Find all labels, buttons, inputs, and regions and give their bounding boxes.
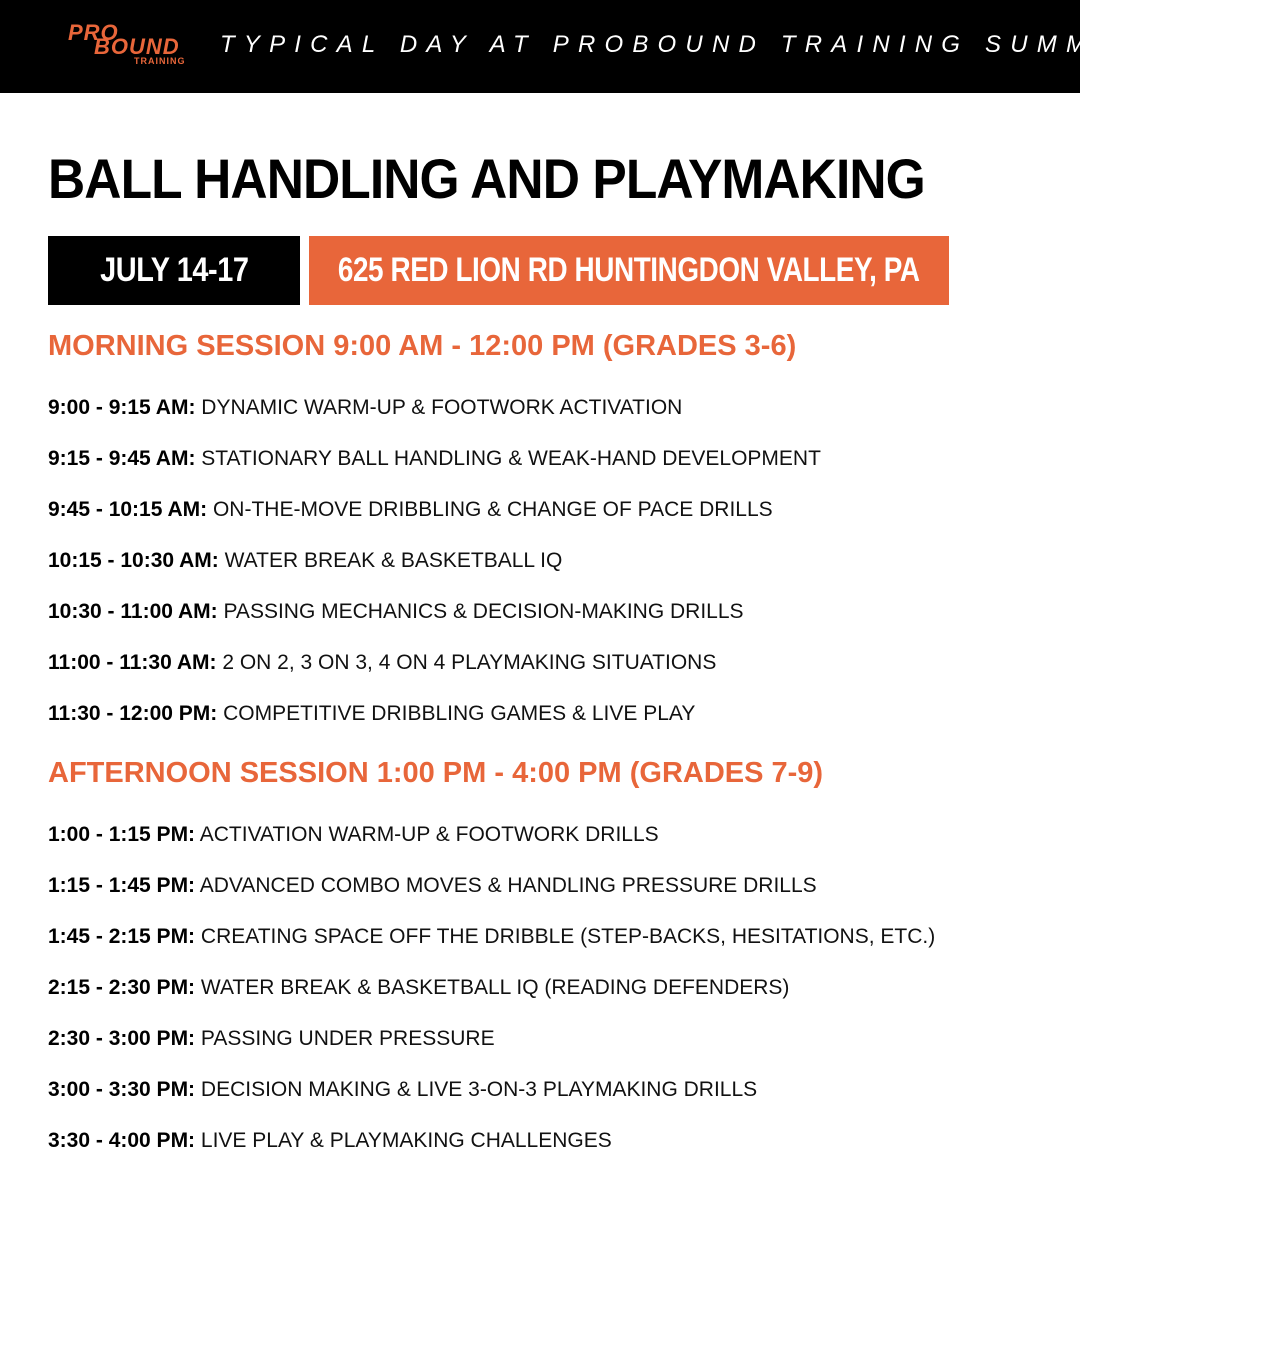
schedule-item xyxy=(48,872,935,923)
logo-text-pro: PRO xyxy=(68,20,119,45)
location-text: 625 RED LION RD HUNTINGDON VALLEY, PA xyxy=(338,251,920,289)
schedule-item xyxy=(48,821,935,872)
probound-logo[interactable] xyxy=(68,22,204,68)
schedule-activity: 2 ON 2, 3 ON 3, 4 ON 4 PLAYMAKING SITUATIONS xyxy=(222,651,717,674)
schedule-time: 11:30 - 12:00 PM: xyxy=(48,702,218,725)
schedule-time: 9:45 - 10:15 AM: xyxy=(48,498,208,521)
date-badge xyxy=(48,236,300,305)
schedule-item xyxy=(48,1127,935,1178)
schedule-item xyxy=(48,1076,935,1127)
schedule-activity: DYNAMIC WARM-UP & FOOTWORK ACTIVATION xyxy=(201,396,683,419)
schedule-activity: DECISION MAKING & LIVE 3-ON-3 PLAYMAKING DRILLS xyxy=(200,1078,758,1101)
schedule-activity: ON-THE-MOVE DRIBBLING & CHANGE OF PACE DRILLS xyxy=(212,498,773,521)
schedule-activity: ADVANCED COMBO MOVES & HANDLING PRESSURE DRILLS xyxy=(199,874,817,897)
morning-session-heading: MORNING SESSION 9:00 AM - 12:00 PM (GRADES 3-6) xyxy=(48,330,797,362)
schedule-item xyxy=(48,598,821,649)
schedule-item xyxy=(48,700,821,751)
header-bar xyxy=(0,0,1269,93)
schedule-item xyxy=(48,974,935,1025)
schedule-time: 2:15 - 2:30 PM: xyxy=(48,976,196,999)
schedule-activity: PASSING UNDER PRESSURE xyxy=(200,1027,495,1050)
afternoon-schedule-list xyxy=(48,821,935,1178)
schedule-activity: WATER BREAK & BASKETBALL IQ xyxy=(224,549,563,572)
schedule-activity: STATIONARY BALL HANDLING & WEAK-HAND DEVELOPMENT xyxy=(201,447,821,470)
logo-text-bound: BOUND xyxy=(94,34,180,59)
schedule-activity: PASSING MECHANICS & DECISION-MAKING DRILLS xyxy=(223,600,744,623)
schedule-activity: ACTIVATION WARM-UP & FOOTWORK DRILLS xyxy=(199,823,659,846)
logo-text-training: TRAINING xyxy=(134,56,186,66)
schedule-time: 1:00 - 1:15 PM: xyxy=(48,823,196,846)
schedule-time: 10:30 - 11:00 AM: xyxy=(48,600,218,623)
schedule-activity: WATER BREAK & BASKETBALL IQ (READING DEFENDERS) xyxy=(200,976,790,999)
afternoon-session-heading: AFTERNOON SESSION 1:00 PM - 4:00 PM (GRADES 7-9) xyxy=(48,757,824,789)
schedule-item xyxy=(48,923,935,974)
schedule-activity: LIVE PLAY & PLAYMAKING CHALLENGES xyxy=(200,1129,612,1152)
schedule-activity: COMPETITIVE DRIBBLING GAMES & LIVE PLAY xyxy=(223,702,696,725)
schedule-item xyxy=(48,547,821,598)
schedule-time: 11:00 - 11:30 AM: xyxy=(48,651,217,674)
date-text: JULY 14-17 xyxy=(99,251,249,289)
morning-schedule-list xyxy=(48,394,821,751)
page-title: BALL HANDLING AND PLAYMAKING xyxy=(48,147,925,210)
schedule-time: 9:00 - 9:15 AM: xyxy=(48,396,196,419)
schedule-item xyxy=(48,496,821,547)
schedule-item xyxy=(48,649,821,700)
schedule-time: 10:15 - 10:30 AM: xyxy=(48,549,219,572)
schedule-time: 9:15 - 9:45 AM: xyxy=(48,447,196,470)
schedule-activity: CREATING SPACE OFF THE DRIBBLE (STEP-BACKS, HESITATIONS, ETC.) xyxy=(200,925,936,948)
schedule-time: 2:30 - 3:00 PM: xyxy=(48,1027,196,1050)
schedule-item xyxy=(48,1025,935,1076)
schedule-item xyxy=(48,445,821,496)
schedule-time: 1:15 - 1:45 PM: xyxy=(48,874,196,897)
schedule-time: 1:45 - 2:15 PM: xyxy=(48,925,196,948)
schedule-time: 3:30 - 4:00 PM: xyxy=(48,1129,196,1152)
schedule-item xyxy=(48,394,821,445)
schedule-time: 3:00 - 3:30 PM: xyxy=(48,1078,196,1101)
location-badge xyxy=(309,236,949,305)
header-tagline: TYPICAL DAY AT PROBOUND TRAINING SUMMER CAMP xyxy=(220,31,1269,58)
